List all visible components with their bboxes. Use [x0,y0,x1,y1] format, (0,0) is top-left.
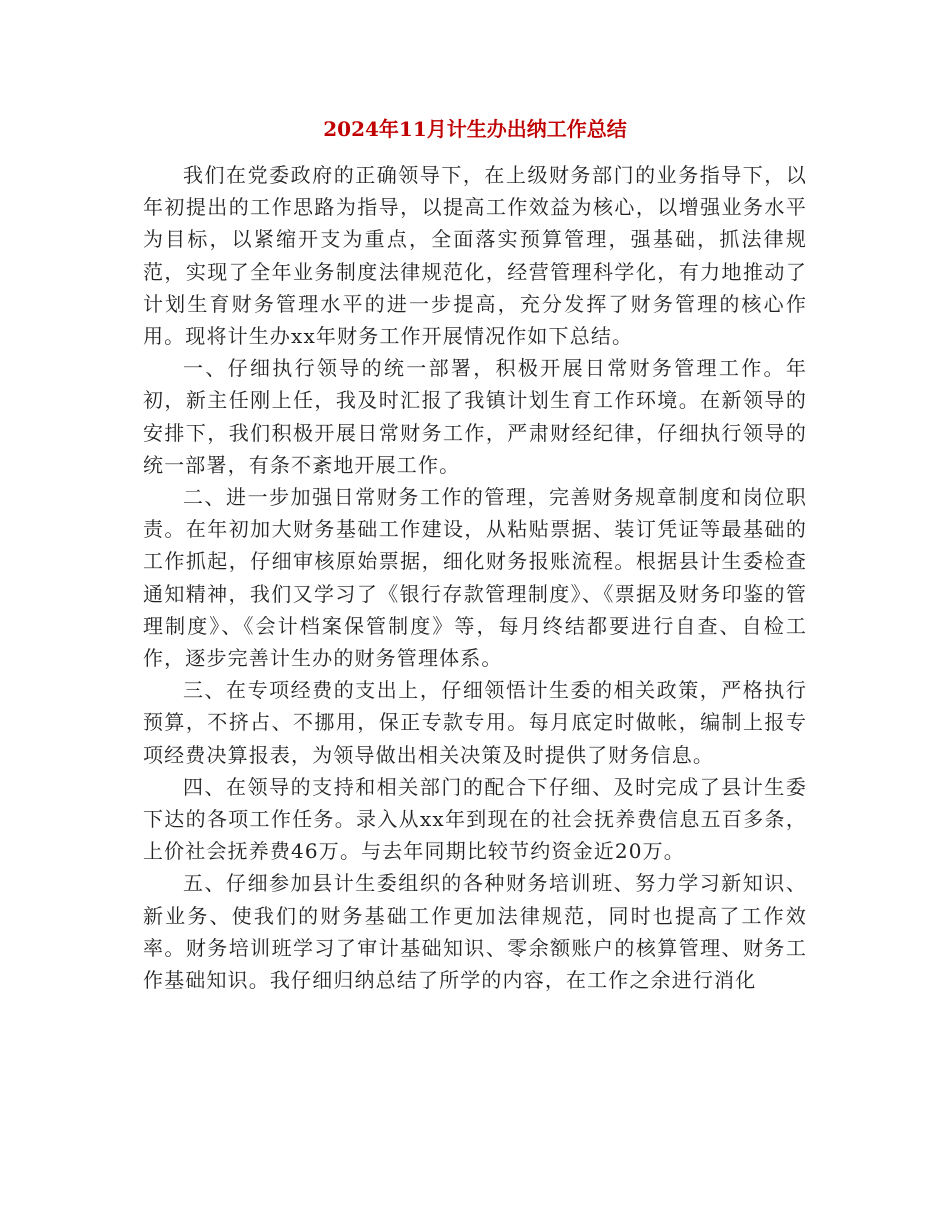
document-body [143,159,807,996]
paragraph-section-2: 二、进一步加强日常财务工作的管理，完善财务规章制度和岗位职责。在年初加大财务基础工作建设，从粘贴票据、装订凭证等最基础的工作抓起，仔细审核原始票据，细化财务报账流程。根据县计生委检查通知精神，我们又学习了《银行存款管理制度》、《票据及财务印鉴的管理制度》、《会计档案保管制度》等，每月终结都要进行自查、自检工作，逐步完善计生办的财务管理体系。 [143,485,807,671]
paragraph-intro: 我们在党委政府的正确领导下，在上级财务部门的业务指导下，以年初提出的工作思路为指导，以提高工作效益为核心，以增强业务水平为目标，以紧缩开支为重点，全面落实预算管理，强基础，抓法律规范，实现了全年业务制度法律规范化，经营管理科学化，有力地推动了计划生育财务管理水平的进一步提高，充分发挥了财务管理的核心作用。现将计生办xx年财务工作开展情况作如下总结。 [143,163,807,349]
paragraph-section-5: 五、仔细参加县计生委组织的各种财务培训班、努力学习新知识、新业务、使我们的财务基础工作更加法律规范，同时也提高了工作效率。财务培训班学习了审计基础知识、零余额账户的核算管理、财务工作基础知识。我仔细归纳总结了所学的内容，在工作之余进行消化 [143,871,807,993]
paragraph-section-1: 一、仔细执行领导的统一部署，积极开展日常财务管理工作。年初，新主任刚上任，我及时汇报了我镇计划生育工作环境。在新领导的安排下，我们积极开展日常财务工作，严肃财经纪律，仔细执行领导的统一部署，有条不紊地开展工作。 [143,356,807,477]
document-title: 2024年11月计生办出纳工作总结 [323,117,627,141]
paragraph-section-3: 三、在专项经费的支出上，仔细领悟计生委的相关政策，严格执行预算，不挤占、不挪用，保正专款专用。每月底定时做帐，编制上报专项经费决算报表，为领导做出相关决策及时提供了财务信息。 [143,678,807,767]
paragraph-section-4: 四、在领导的支持和相关部门的配合下仔细、及时完成了县计生委下达的各项工作任务。录入从xx年到现在的社会抚养费信息五百多条，上价社会抚养费46万。与去年同期比较节约资金近20万。 [143,774,807,864]
